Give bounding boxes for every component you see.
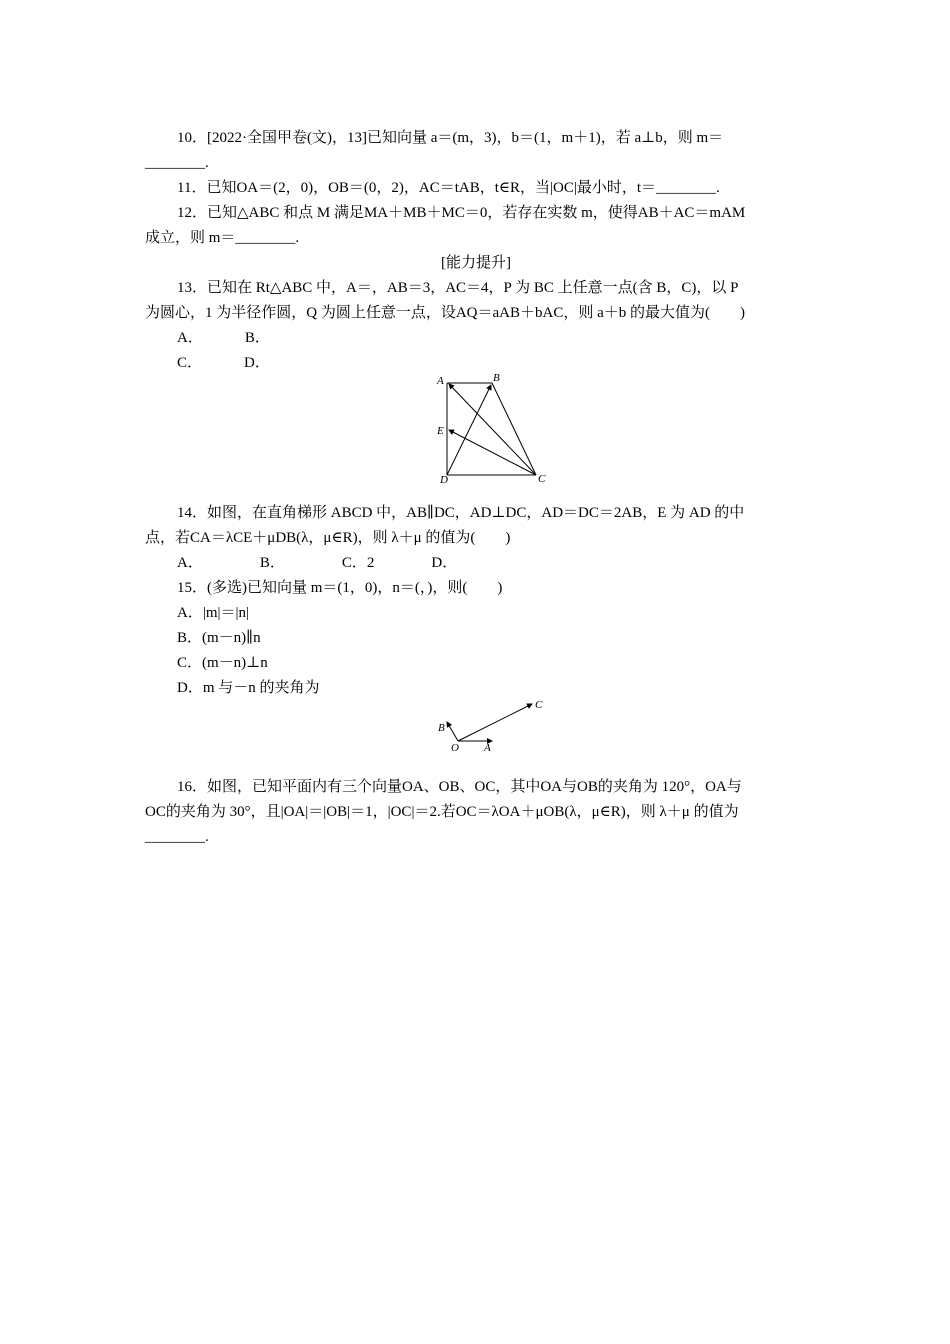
question-14-options: [177, 553, 577, 573]
question-16-line-1: 16．如图，已知平面内有三个向量OA、OB、OC，其中OA与OB的夹角为 120°，OA与: [177, 779, 742, 795]
question-14-line-2: 点，若CA＝λCE＋μDB(λ，μ∈R)，则 λ＋μ 的值为( ): [145, 530, 511, 546]
question-13-line-2: 为圆心，1 为半径作圆，Q 为圆上任意一点，设AQ＝aAB＋bAC，则 a＋b 的最大值为( ): [145, 305, 745, 321]
question-11: 11．已知OA＝(2，0)，OB＝(0，2)，AC＝tAB，t∈R，当|OC|最小时，t＝________.: [177, 180, 720, 196]
question-13-line-1: 13．已知在 Rt△ABC 中，A＝，AB＝3，AC＝4，P 为 BC 上任意一点(含 B，C)，以 P: [177, 280, 739, 296]
question-16-line-3: ________.: [145, 829, 209, 845]
question-16-line-2: OC的夹角为 30°，且|OA|＝|OB|＝1，|OC|＝2.若OC＝λOA＋μOB(λ，μ∈R)，则 λ＋μ 的值为: [145, 804, 739, 820]
question-12-line-2: 成立，则 m＝________.: [145, 230, 300, 246]
question-15-option-b: B．(m－n)∥n: [177, 630, 261, 646]
question-13-options-ab: [177, 328, 577, 348]
label-b: B: [438, 722, 445, 734]
trapezoid-figure: [430, 370, 555, 490]
question-15-option-a: A．|m|＝|n|: [177, 605, 250, 621]
question-14-line-1: 14．如图，在直角梯形 ABCD 中，AB∥DC，AD⊥DC，AD＝DC＝2AB，E 为 AD 的中: [177, 505, 745, 521]
label-c: C: [538, 473, 546, 485]
option-c: C．2: [341, 555, 375, 571]
label-b: B: [493, 372, 500, 384]
label-c: C: [535, 699, 543, 711]
vector-figure: [430, 695, 555, 760]
label-a: A: [437, 375, 444, 387]
option-d: D．: [244, 355, 270, 371]
option-b: B．: [244, 330, 270, 346]
option-a: A．: [177, 330, 203, 346]
option-c: C．: [177, 355, 203, 371]
option-d: D．: [431, 555, 458, 571]
label-d: D: [440, 474, 448, 486]
option-a: A．: [177, 555, 203, 571]
question-10-line-2: ________.: [145, 155, 209, 171]
section-heading: [能力提升]: [441, 255, 511, 271]
question-15-option-c: C．(m－n)⊥n: [177, 655, 268, 671]
question-12-line-1: 12．已知△ABC 和点 M 满足MA＋MB＋MC＝0，若存在实数 m，使得AB＋AC＝mAM: [177, 205, 746, 221]
label-e: E: [437, 425, 444, 437]
question-15: 15．(多选)已知向量 m＝(1，0)，n＝(，)，则( ): [177, 580, 503, 596]
question-15-option-d: D．m 与－n 的夹角为: [177, 680, 320, 696]
option-b: B．: [259, 555, 285, 571]
label-o: O: [451, 742, 459, 754]
question-10-line-1: 10．[2022·全国甲卷(文)，13]已知向量 a＝(m，3)，b＝(1，m＋1)，若 a⊥b，则 m＝: [177, 130, 724, 146]
label-a: A: [484, 742, 491, 754]
